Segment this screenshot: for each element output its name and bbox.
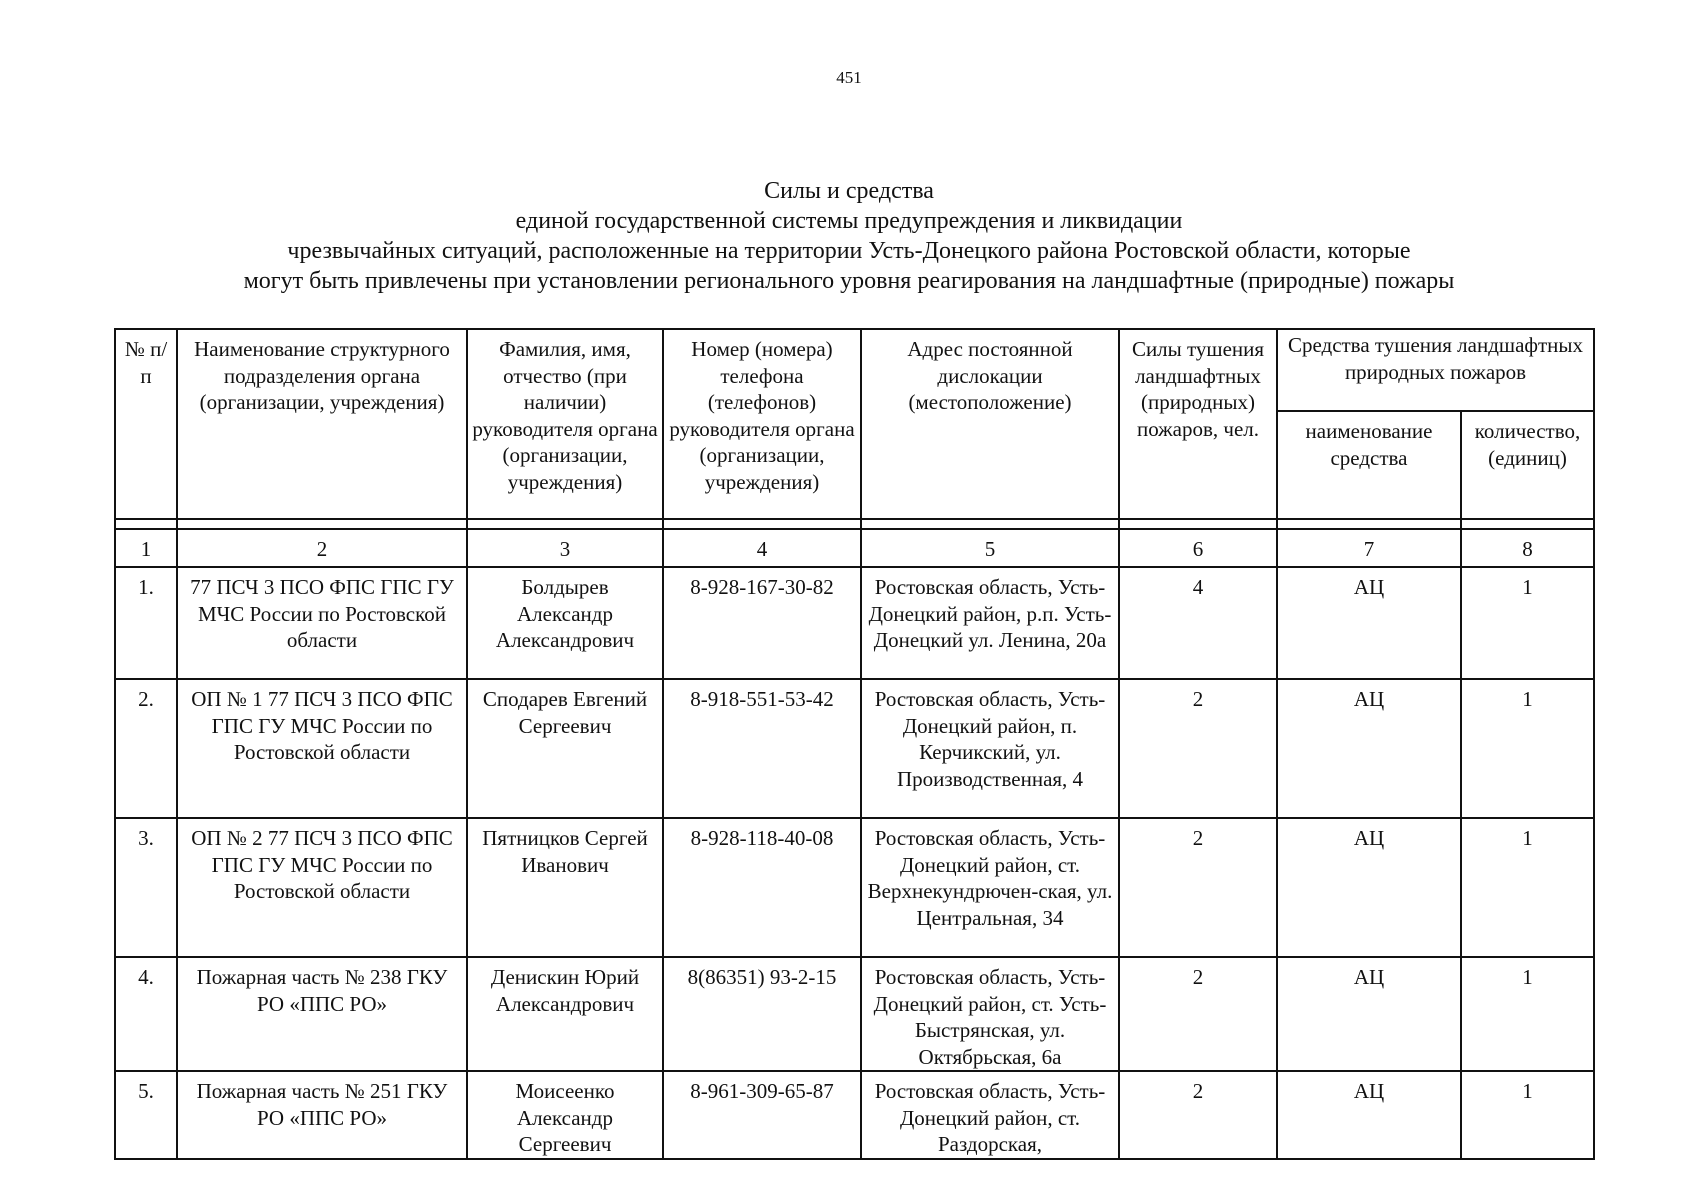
table-row xyxy=(115,679,1594,818)
column-number: 2 xyxy=(177,529,467,567)
unit-name: ОП № 2 77 ПСЧ 3 ПСО ФПС ГПС ГУ МЧС России по Ростовской области xyxy=(177,818,467,957)
equipment-name: АЦ xyxy=(1277,567,1461,679)
head-name: Денискин Юрий Александрович xyxy=(467,957,663,1071)
header-col-people: Силы тушения ландшафтных (природных) пожаров, чел. xyxy=(1119,329,1277,519)
address: Ростовская область, Усть-Донецкий район, р.п. Усть-Донецкий ул. Ленина, 20а xyxy=(861,567,1119,679)
table-row xyxy=(115,957,1594,1071)
equipment-count: 1 xyxy=(1461,1071,1594,1159)
column-number: 5 xyxy=(861,529,1119,567)
table-row xyxy=(115,818,1594,957)
column-number: 3 xyxy=(467,529,663,567)
people-count: 4 xyxy=(1119,567,1277,679)
header-col-unit: Наименование структурного подразделения органа (организации, учреждения) xyxy=(177,329,467,519)
header-col-equipment-count: количество, (единиц) xyxy=(1461,411,1594,519)
title-line: могут быть привлечены при установлении регионального уровня реагирования на ландшафтные (природные) пожары xyxy=(243,268,1455,294)
equipment-name: АЦ xyxy=(1277,818,1461,957)
equipment-name: АЦ xyxy=(1277,679,1461,818)
equipment-count: 1 xyxy=(1461,957,1594,1071)
phone-number: 8-928-118-40-08 xyxy=(663,818,861,957)
head-name: Пятницков Сергей Иванович xyxy=(467,818,663,957)
title-line: Силы и средства xyxy=(764,178,934,204)
header-col-address: Адрес постоянной дислокации (местоположение) xyxy=(861,329,1119,519)
unit-name: Пожарная часть № 238 ГКУ РО «ППС РО» xyxy=(177,957,467,1071)
people-count: 2 xyxy=(1119,1071,1277,1159)
equipment-name: АЦ xyxy=(1277,957,1461,1071)
header-col-number: № п/п xyxy=(115,329,177,519)
column-number: 7 xyxy=(1277,529,1461,567)
address: Ростовская область, Усть-Донецкий район, ст. Верхнекундрючен-ская, ул. Центральная, 34 xyxy=(861,818,1119,957)
phone-number: 8(86351) 93-2-15 xyxy=(663,957,861,1071)
address: Ростовская область, Усть-Донецкий район, п. Керчикский, ул. Производственная, 4 xyxy=(861,679,1119,818)
row-number: 3. xyxy=(115,818,177,957)
unit-name: 77 ПСЧ 3 ПСО ФПС ГПС ГУ МЧС России по Ростовской области xyxy=(177,567,467,679)
phone-number: 8-961-309-65-87 xyxy=(663,1071,861,1159)
equipment-name: АЦ xyxy=(1277,1071,1461,1159)
header-col-equipment-name: наименование средства xyxy=(1277,411,1461,519)
column-number: 6 xyxy=(1119,529,1277,567)
people-count: 2 xyxy=(1119,679,1277,818)
head-name: Болдырев Александр Александрович xyxy=(467,567,663,679)
address: Ростовская область, Усть-Донецкий район, ст. Раздорская, xyxy=(861,1071,1119,1159)
title-line: единой государственной системы предупреждения и ликвидации xyxy=(515,208,1183,234)
unit-name: Пожарная часть № 251 ГКУ РО «ППС РО» xyxy=(177,1071,467,1159)
header-separator xyxy=(115,519,1594,529)
header-row xyxy=(115,329,1594,411)
header-col-head: Фамилия, имя, отчество (при наличии) руководителя органа (организации, учреждения) xyxy=(467,329,663,519)
header-col-phone: Номер (номера) телефона (телефонов) руководителя органа (организации, учреждения) xyxy=(663,329,861,519)
row-number: 1. xyxy=(115,567,177,679)
phone-number: 8-918-551-53-42 xyxy=(663,679,861,818)
title-line: чрезвычайных ситуаций, расположенные на территории Усть-Донецкого района Ростовской области, которые xyxy=(287,238,1411,264)
equipment-count: 1 xyxy=(1461,567,1594,679)
forces-table xyxy=(114,328,1595,1160)
phone-number: 8-928-167-30-82 xyxy=(663,567,861,679)
table-row xyxy=(115,567,1594,679)
head-name: Моисеенко Александр Сергеевич xyxy=(467,1071,663,1159)
equipment-count: 1 xyxy=(1461,679,1594,818)
column-number: 8 xyxy=(1461,529,1594,567)
row-number: 5. xyxy=(115,1071,177,1159)
column-number: 4 xyxy=(663,529,861,567)
head-name: Сподарев Евгений Сергеевич xyxy=(467,679,663,818)
unit-name: ОП № 1 77 ПСЧ 3 ПСО ФПС ГПС ГУ МЧС России по Ростовской области xyxy=(177,679,467,818)
equipment-count: 1 xyxy=(1461,818,1594,957)
people-count: 2 xyxy=(1119,818,1277,957)
column-number-row xyxy=(115,529,1594,567)
header-group-equipment: Средства тушения ландшафтных природных пожаров xyxy=(1277,329,1594,411)
table-row xyxy=(115,1071,1594,1159)
row-number: 4. xyxy=(115,957,177,1071)
people-count: 2 xyxy=(1119,957,1277,1071)
document-title xyxy=(0,176,1698,296)
column-number: 1 xyxy=(115,529,177,567)
address: Ростовская область, Усть-Донецкий район, ст. Усть-Быстрянская, ул. Октябрьская, 6а xyxy=(861,957,1119,1071)
page-number: 451 xyxy=(836,68,862,87)
row-number: 2. xyxy=(115,679,177,818)
